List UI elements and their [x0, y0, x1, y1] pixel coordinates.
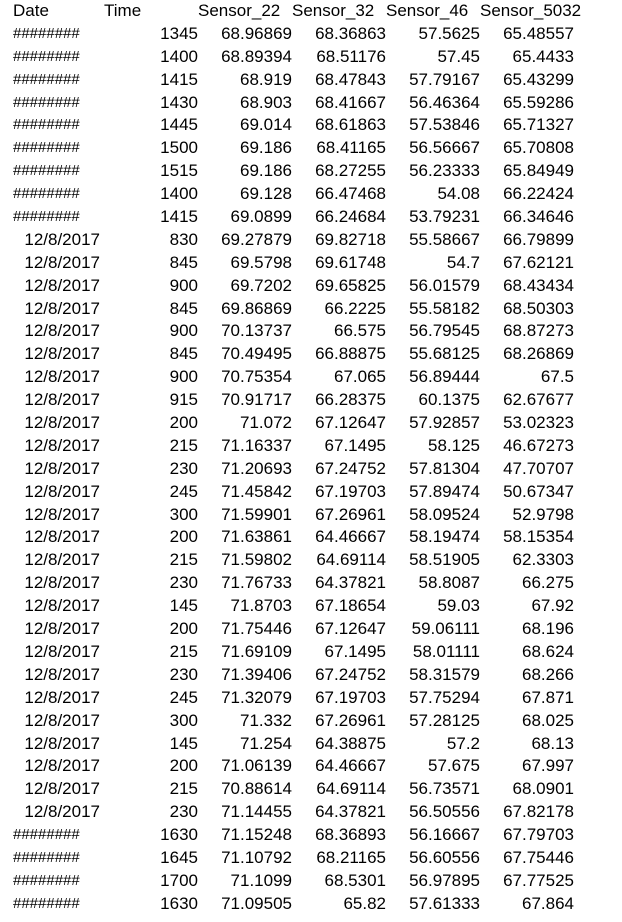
cell-sensor-32[interactable]: 64.69114: [316, 550, 386, 570]
table-row: [0, 458, 622, 481]
cell-sensor-22[interactable]: 71.14455: [221, 802, 292, 822]
cell-sensor-46[interactable]: 57.45: [437, 46, 480, 66]
cell-sensor-5032[interactable]: 66.275: [522, 573, 574, 593]
cell-sensor-5032[interactable]: 68.87273: [503, 321, 574, 341]
cell-date[interactable]: ########: [13, 208, 80, 226]
cell-sensor-32[interactable]: 67.1495: [324, 435, 386, 455]
table-row: [0, 733, 622, 756]
cell-sensor-46[interactable]: 56.73571: [409, 779, 480, 799]
cell-sensor-5032[interactable]: 65.71327: [503, 115, 574, 135]
cell-date[interactable]: 12/8/2017: [24, 756, 100, 776]
cell-sensor-32[interactable]: 68.27255: [315, 161, 386, 181]
table-row: [0, 343, 622, 366]
cell-sensor-32[interactable]: 66.88875: [315, 344, 386, 364]
cell-sensor-5032[interactable]: 67.79703: [503, 825, 574, 845]
cell-sensor-22[interactable]: 69.186: [240, 138, 292, 158]
cell-sensor-32[interactable]: 64.46667: [315, 756, 386, 776]
cell-time[interactable]: 1700: [160, 870, 198, 890]
cell-sensor-46[interactable]: 54.7: [446, 252, 480, 272]
cell-sensor-22[interactable]: 68.89394: [221, 46, 292, 66]
cell-date[interactable]: ########: [13, 70, 80, 88]
cell-sensor-22[interactable]: 70.88614: [221, 779, 292, 799]
cell-sensor-46[interactable]: 58.8087: [418, 573, 480, 593]
cell-sensor-46[interactable]: 56.97895: [409, 870, 480, 890]
cell-sensor-46[interactable]: 57.61333: [409, 893, 480, 913]
cell-date[interactable]: 12/8/2017: [24, 367, 100, 387]
cell-sensor-22[interactable]: 71.39406: [221, 664, 292, 684]
table-row: [0, 412, 622, 435]
cell-sensor-32[interactable]: 68.61863: [315, 115, 386, 135]
cell-date[interactable]: ########: [13, 826, 80, 844]
cell-sensor-22[interactable]: 71.15248: [221, 825, 292, 845]
cell-sensor-46[interactable]: 55.58667: [409, 229, 480, 249]
cell-time[interactable]: 1400: [160, 46, 198, 66]
cell-sensor-46[interactable]: 57.675: [428, 756, 480, 776]
cell-date[interactable]: 12/8/2017: [24, 550, 100, 570]
cell-time[interactable]: 900: [169, 321, 198, 341]
table-row: [0, 710, 622, 733]
cell-date[interactable]: ########: [13, 871, 80, 889]
cell-sensor-46[interactable]: 56.89444: [409, 367, 480, 387]
cell-time[interactable]: 300: [169, 504, 198, 524]
cell-sensor-22[interactable]: 69.7202: [230, 275, 292, 295]
cell-sensor-22[interactable]: 69.0899: [230, 207, 292, 227]
table-row: [0, 114, 622, 137]
cell-date[interactable]: 12/8/2017: [24, 596, 100, 616]
header-sensor-32[interactable]: Sensor_32: [292, 1, 375, 20]
cell-date[interactable]: ########: [13, 185, 80, 203]
cell-sensor-22[interactable]: 71.59802: [221, 550, 292, 570]
cell-sensor-32[interactable]: 68.41165: [316, 138, 386, 158]
cell-sensor-46[interactable]: 57.81304: [409, 458, 480, 478]
cell-sensor-46[interactable]: 54.08: [437, 184, 480, 204]
cell-sensor-46[interactable]: 53.79231: [409, 207, 480, 227]
cell-sensor-32[interactable]: 68.5301: [324, 870, 386, 890]
cell-time[interactable]: 845: [169, 298, 198, 318]
cell-sensor-46[interactable]: 57.28125: [409, 710, 480, 730]
header-row: [0, 0, 622, 23]
cell-sensor-5032[interactable]: 46.67273: [503, 435, 574, 455]
cell-date[interactable]: 12/8/2017: [24, 779, 100, 799]
table-row: [0, 69, 622, 92]
cell-time[interactable]: 145: [169, 733, 198, 753]
cell-time[interactable]: 1500: [160, 138, 198, 158]
cell-sensor-5032[interactable]: 67.62121: [503, 252, 574, 272]
cell-date[interactable]: 12/8/2017: [24, 298, 100, 318]
table-row: [0, 870, 622, 893]
cell-sensor-5032[interactable]: 50.67347: [503, 481, 574, 501]
cell-time[interactable]: 1515: [160, 161, 198, 181]
cell-sensor-22[interactable]: 70.91717: [221, 390, 292, 410]
cell-sensor-5032[interactable]: 67.77525: [503, 870, 574, 890]
cell-sensor-46[interactable]: 57.79167: [409, 69, 480, 89]
table-row: [0, 595, 622, 618]
table-row: [0, 526, 622, 549]
cell-sensor-5032[interactable]: 68.624: [522, 641, 574, 661]
cell-sensor-32[interactable]: 68.36863: [315, 23, 386, 43]
cell-sensor-5032[interactable]: 66.22424: [503, 184, 574, 204]
table-row: [0, 801, 622, 824]
cell-sensor-32[interactable]: 69.61748: [315, 252, 386, 272]
cell-sensor-46[interactable]: 55.68125: [409, 344, 480, 364]
table-row: [0, 46, 622, 69]
cell-sensor-5032[interactable]: 68.50303: [503, 298, 574, 318]
cell-sensor-5032[interactable]: 65.48557: [503, 23, 574, 43]
cell-sensor-5032[interactable]: 65.4433: [512, 46, 574, 66]
cell-sensor-5032[interactable]: 47.70707: [503, 458, 574, 478]
table-row: [0, 824, 622, 847]
cell-sensor-22[interactable]: 71.59901: [221, 504, 292, 524]
cell-date[interactable]: 12/8/2017: [24, 527, 100, 547]
cell-sensor-46[interactable]: 58.51905: [409, 550, 480, 570]
cell-sensor-5032[interactable]: 68.13: [531, 733, 574, 753]
cell-time[interactable]: 200: [169, 756, 198, 776]
table-row: [0, 893, 622, 916]
cell-date[interactable]: ########: [13, 139, 80, 157]
cell-date[interactable]: ########: [13, 24, 80, 42]
cell-sensor-5032[interactable]: 67.997: [522, 756, 574, 776]
cell-date[interactable]: 12/8/2017: [24, 687, 100, 707]
header-sensor-46[interactable]: Sensor_46: [386, 1, 469, 20]
cell-time[interactable]: 215: [169, 550, 198, 570]
cell-sensor-22[interactable]: 70.49495: [221, 344, 292, 364]
cell-date[interactable]: 12/8/2017: [24, 344, 100, 364]
cell-sensor-46[interactable]: 57.5625: [418, 23, 480, 43]
cell-sensor-5032[interactable]: 68.43434: [503, 275, 574, 295]
cell-sensor-22[interactable]: 69.86869: [221, 298, 292, 318]
table-row: [0, 137, 622, 160]
cell-sensor-32[interactable]: 68.21165: [316, 847, 386, 867]
cell-sensor-32[interactable]: 69.82718: [315, 229, 386, 249]
cell-sensor-22[interactable]: 71.10792: [221, 847, 292, 867]
table-row: [0, 206, 622, 229]
cell-sensor-22[interactable]: 71.45842: [221, 481, 292, 501]
cell-sensor-22[interactable]: 69.186: [240, 161, 292, 181]
cell-time[interactable]: 230: [169, 458, 198, 478]
cell-sensor-22[interactable]: 69.5798: [230, 252, 292, 272]
cell-sensor-5032[interactable]: 65.59286: [503, 92, 574, 112]
cell-sensor-32[interactable]: 66.575: [334, 321, 386, 341]
cell-sensor-32[interactable]: 67.19703: [315, 481, 386, 501]
table-row: [0, 504, 622, 527]
cell-sensor-32[interactable]: 68.36893: [315, 825, 386, 845]
cell-sensor-32[interactable]: 69.65825: [315, 275, 386, 295]
cell-sensor-22[interactable]: 71.072: [240, 413, 292, 433]
cell-sensor-46[interactable]: 56.01579: [409, 275, 480, 295]
cell-sensor-46[interactable]: 56.23333: [409, 161, 480, 181]
cell-date[interactable]: ########: [13, 162, 80, 180]
table-row: [0, 92, 622, 115]
table-row: [0, 252, 622, 275]
cell-time[interactable]: 830: [169, 229, 198, 249]
table-row: [0, 755, 622, 778]
cell-sensor-32[interactable]: 67.18654: [315, 596, 386, 616]
cell-sensor-5032[interactable]: 52.9798: [512, 504, 574, 524]
table-row: [0, 298, 622, 321]
cell-sensor-46[interactable]: 56.79545: [409, 321, 480, 341]
cell-sensor-22[interactable]: 71.69109: [221, 641, 292, 661]
cell-time[interactable]: 1415: [160, 69, 198, 89]
cell-date[interactable]: 12/8/2017: [24, 664, 100, 684]
table-row: [0, 229, 622, 252]
cell-sensor-5032[interactable]: 67.5: [540, 367, 574, 387]
cell-sensor-32[interactable]: 67.12647: [315, 413, 386, 433]
cell-sensor-32[interactable]: 67.24752: [315, 664, 386, 684]
cell-time[interactable]: 145: [169, 596, 198, 616]
cell-time[interactable]: 200: [169, 413, 198, 433]
cell-sensor-22[interactable]: 71.254: [240, 733, 292, 753]
cell-sensor-22[interactable]: 71.63861: [221, 527, 292, 547]
cell-time[interactable]: 845: [169, 344, 198, 364]
cell-sensor-5032[interactable]: 67.871: [522, 687, 574, 707]
cell-time[interactable]: 900: [169, 275, 198, 295]
cell-date[interactable]: 12/8/2017: [24, 413, 100, 433]
cell-time[interactable]: 200: [169, 527, 198, 547]
cell-sensor-46[interactable]: 59.06111: [411, 619, 480, 639]
table-row: [0, 664, 622, 687]
cell-date[interactable]: 12/8/2017: [24, 802, 100, 822]
cell-sensor-32[interactable]: 68.41667: [315, 92, 386, 112]
table-row: [0, 618, 622, 641]
cell-sensor-46[interactable]: 56.46364: [409, 92, 480, 112]
table-row: [0, 275, 622, 298]
cell-sensor-5032[interactable]: 62.3303: [512, 550, 574, 570]
table-row: [0, 160, 622, 183]
cell-time[interactable]: 900: [169, 367, 198, 387]
cell-sensor-5032[interactable]: 53.02323: [503, 413, 574, 433]
cell-date[interactable]: 12/8/2017: [24, 252, 100, 272]
cell-time[interactable]: 1645: [160, 847, 198, 867]
cell-date[interactable]: ########: [13, 93, 80, 111]
cell-sensor-46[interactable]: 57.75294: [409, 687, 480, 707]
cell-time[interactable]: 1630: [160, 893, 198, 913]
cell-sensor-22[interactable]: 71.75446: [221, 619, 292, 639]
cell-sensor-32[interactable]: 68.51176: [316, 46, 386, 66]
cell-time[interactable]: 215: [169, 779, 198, 799]
cell-sensor-46[interactable]: 57.53846: [409, 115, 480, 135]
table-row: [0, 778, 622, 801]
cell-sensor-5032[interactable]: 58.15354: [503, 527, 574, 547]
cell-date[interactable]: 12/8/2017: [24, 573, 100, 593]
cell-time[interactable]: 915: [169, 390, 198, 410]
cell-sensor-32[interactable]: 66.47468: [315, 184, 386, 204]
cell-sensor-5032[interactable]: 68.0901: [512, 779, 574, 799]
cell-sensor-32[interactable]: 66.2225: [324, 298, 386, 318]
cell-sensor-32[interactable]: 67.19703: [315, 687, 386, 707]
cell-sensor-32[interactable]: 64.37821: [315, 573, 386, 593]
cell-sensor-46[interactable]: 56.56667: [409, 138, 480, 158]
cell-sensor-32[interactable]: 67.1495: [324, 641, 386, 661]
table-row: [0, 389, 622, 412]
cell-sensor-46[interactable]: 56.60556: [409, 847, 480, 867]
cell-sensor-32[interactable]: 64.37821: [315, 802, 386, 822]
cell-sensor-5032[interactable]: 67.82178: [503, 802, 574, 822]
cell-sensor-32[interactable]: 64.69114: [316, 779, 386, 799]
table-row: [0, 366, 622, 389]
cell-time[interactable]: 300: [169, 710, 198, 730]
cell-sensor-46[interactable]: 56.50556: [409, 802, 480, 822]
cell-date[interactable]: 12/8/2017: [24, 710, 100, 730]
cell-sensor-32[interactable]: 67.26961: [315, 710, 386, 730]
cell-time[interactable]: 200: [169, 619, 198, 639]
cell-sensor-32[interactable]: 66.24684: [315, 207, 386, 227]
table-row: [0, 572, 622, 595]
cell-sensor-32[interactable]: 67.24752: [315, 458, 386, 478]
cell-date[interactable]: 12/8/2017: [24, 275, 100, 295]
cell-sensor-22[interactable]: 68.903: [240, 92, 292, 112]
cell-sensor-5032[interactable]: 68.025: [522, 710, 574, 730]
cell-sensor-22[interactable]: 70.75354: [221, 367, 292, 387]
cell-date[interactable]: 12/8/2017: [24, 321, 100, 341]
cell-date[interactable]: 12/8/2017: [24, 641, 100, 661]
cell-sensor-46[interactable]: 59.03: [437, 596, 480, 616]
cell-date[interactable]: 12/8/2017: [24, 504, 100, 524]
cell-sensor-46[interactable]: 55.58182: [409, 298, 480, 318]
cell-sensor-22[interactable]: 71.20693: [221, 458, 292, 478]
cell-time[interactable]: 1630: [160, 825, 198, 845]
cell-time[interactable]: 230: [169, 802, 198, 822]
cell-sensor-46[interactable]: 58.19474: [409, 527, 480, 547]
cell-sensor-5032[interactable]: 65.43299: [503, 69, 574, 89]
cell-sensor-32[interactable]: 64.46667: [315, 527, 386, 547]
cell-sensor-5032[interactable]: 68.266: [522, 664, 574, 684]
cell-sensor-32[interactable]: 64.38875: [315, 733, 386, 753]
cell-sensor-5032[interactable]: 66.79899: [503, 229, 574, 249]
cell-sensor-5032[interactable]: 65.84949: [503, 161, 574, 181]
cell-time[interactable]: 1400: [160, 184, 198, 204]
cell-sensor-5032[interactable]: 68.26869: [503, 344, 574, 364]
cell-sensor-22[interactable]: 71.32079: [221, 687, 292, 707]
cell-sensor-5032[interactable]: 67.92: [531, 596, 574, 616]
cell-time[interactable]: 1445: [160, 115, 198, 135]
cell-sensor-22[interactable]: 71.09505: [221, 893, 292, 913]
cell-sensor-22[interactable]: 68.919: [240, 69, 292, 89]
cell-sensor-22[interactable]: 71.332: [240, 710, 292, 730]
cell-sensor-46[interactable]: 56.16667: [409, 825, 480, 845]
cell-date[interactable]: ########: [13, 116, 80, 134]
cell-sensor-46[interactable]: 57.2: [446, 733, 480, 753]
cell-sensor-22[interactable]: 68.96869: [221, 23, 292, 43]
cell-time[interactable]: 1430: [160, 92, 198, 112]
cell-sensor-22[interactable]: 71.1099: [230, 870, 292, 890]
cell-sensor-22[interactable]: 71.06139: [221, 756, 292, 776]
header-time[interactable]: Time: [104, 1, 142, 20]
cell-sensor-22[interactable]: 69.014: [240, 115, 292, 135]
cell-sensor-5032[interactable]: 65.70808: [503, 138, 574, 158]
cell-sensor-46[interactable]: 58.31579: [409, 664, 480, 684]
header-date[interactable]: Date: [13, 1, 49, 20]
cell-date[interactable]: 12/8/2017: [24, 458, 100, 478]
cell-sensor-32[interactable]: 68.47843: [315, 69, 386, 89]
table-row: [0, 183, 622, 206]
cell-time[interactable]: 845: [169, 252, 198, 272]
table-row: [0, 435, 622, 458]
cell-time[interactable]: 1415: [160, 207, 198, 227]
cell-sensor-22[interactable]: 70.13737: [221, 321, 292, 341]
cell-time[interactable]: 1345: [160, 23, 198, 43]
table-row: [0, 23, 622, 46]
cell-sensor-22[interactable]: 71.76733: [221, 573, 292, 593]
cell-sensor-5032[interactable]: 66.34646: [503, 207, 574, 227]
cell-sensor-46[interactable]: 58.01111: [412, 641, 480, 661]
header-sensor-22[interactable]: Sensor_22: [198, 1, 281, 20]
cell-sensor-46[interactable]: 58.09524: [409, 504, 480, 524]
table-row: [0, 549, 622, 572]
cell-sensor-5032[interactable]: 67.75446: [503, 847, 574, 867]
cell-date[interactable]: 12/8/2017: [24, 733, 100, 753]
table-row: [0, 481, 622, 504]
cell-sensor-32[interactable]: 66.28375: [315, 390, 386, 410]
cell-sensor-46[interactable]: 57.92857: [409, 413, 480, 433]
cell-date[interactable]: ########: [13, 848, 80, 866]
table-row: [0, 687, 622, 710]
table-row: [0, 641, 622, 664]
cell-time[interactable]: 215: [169, 641, 198, 661]
cell-time[interactable]: 215: [169, 435, 198, 455]
cell-sensor-22[interactable]: 69.128: [240, 184, 292, 204]
cell-sensor-22[interactable]: 71.16337: [221, 435, 292, 455]
cell-sensor-5032[interactable]: 62.67677: [503, 390, 574, 410]
cell-sensor-22[interactable]: 69.27879: [221, 229, 292, 249]
cell-date[interactable]: 12/8/2017: [24, 229, 100, 249]
cell-date[interactable]: ########: [13, 47, 80, 65]
cell-sensor-22[interactable]: 71.8703: [230, 596, 292, 616]
cell-date[interactable]: 12/8/2017: [24, 619, 100, 639]
cell-sensor-46[interactable]: 60.1375: [418, 390, 480, 410]
cell-sensor-32[interactable]: 67.065: [334, 367, 386, 387]
table-row: [0, 847, 622, 870]
cell-time[interactable]: 245: [169, 687, 198, 707]
cell-sensor-32[interactable]: 67.12647: [315, 619, 386, 639]
cell-sensor-5032[interactable]: 68.196: [522, 619, 574, 639]
cell-sensor-5032[interactable]: 67.864: [522, 893, 574, 913]
cell-date[interactable]: ########: [13, 894, 80, 912]
cell-time[interactable]: 245: [169, 481, 198, 501]
cell-sensor-32[interactable]: 65.82: [343, 893, 386, 913]
cell-time[interactable]: 230: [169, 573, 198, 593]
cell-time[interactable]: 230: [169, 664, 198, 684]
cell-sensor-46[interactable]: 57.89474: [409, 481, 480, 501]
cell-date[interactable]: 12/8/2017: [24, 390, 100, 410]
cell-sensor-32[interactable]: 67.26961: [315, 504, 386, 524]
cell-date[interactable]: 12/8/2017: [24, 435, 100, 455]
header-sensor-5032[interactable]: Sensor_5032: [480, 1, 582, 20]
table-row: [0, 320, 622, 343]
cell-date[interactable]: 12/8/2017: [24, 481, 100, 501]
cell-sensor-46[interactable]: 58.125: [428, 435, 480, 455]
